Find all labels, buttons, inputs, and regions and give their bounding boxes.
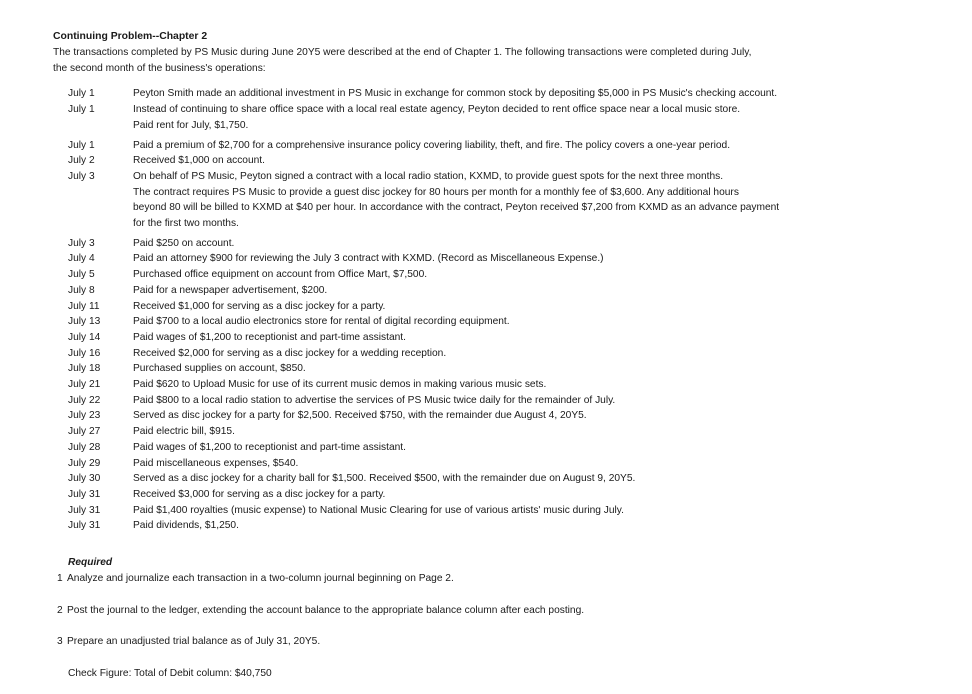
transaction-date: July 23 xyxy=(68,410,101,422)
transaction-description-line: Paid wages of $1,200 to receptionist and part-time assistant. xyxy=(133,441,406,453)
transaction-row xyxy=(53,346,953,362)
required-item-number: 2 xyxy=(57,604,63,616)
transaction-row xyxy=(53,518,953,534)
transaction-date: July 4 xyxy=(68,253,95,265)
transaction-description xyxy=(133,471,833,487)
transaction-date: July 21 xyxy=(68,379,101,391)
transaction-description-line: Served as a disc jockey for a charity ball for $1,500. Received $500, with the remainder due on August 9, 20Y5. xyxy=(133,473,636,485)
transaction-date: July 30 xyxy=(68,473,101,485)
transaction-date: July 18 xyxy=(68,363,101,375)
transaction-description-line: Paid miscellaneous expenses, $540. xyxy=(133,457,299,469)
problem-title: Continuing Problem--Chapter 2 xyxy=(53,31,208,42)
transaction-description-line: Paid $700 to a local audio electronics store for rental of digital recording equipment. xyxy=(133,316,510,328)
transaction-description xyxy=(133,503,833,519)
transaction-description-line: The contract requires PS Music to provide a guest disc jockey for 80 hours per month for a monthly fee of $3,600. Any additional hours xyxy=(133,186,739,198)
transaction-row xyxy=(53,503,953,519)
transaction-description-line: Received $1,000 on account. xyxy=(133,155,265,167)
transaction-date: July 27 xyxy=(68,426,101,438)
transaction-date: July 22 xyxy=(68,394,101,406)
required-item xyxy=(53,634,953,650)
transaction-description xyxy=(133,330,833,346)
transaction-description xyxy=(133,424,833,440)
transaction-description-line: beyond 80 will be billed to KXMD at $40 per hour. In accordance with the contract, Peyton received $7,200 from KXMD as an advance payment xyxy=(133,202,780,214)
transaction-row xyxy=(53,169,953,232)
transaction-description-line: Purchased office equipment on account from Office Mart, $7,500. xyxy=(133,269,428,281)
transaction-description xyxy=(133,299,833,315)
intro-line: the second month of the business's operations: xyxy=(53,62,266,74)
problem-intro xyxy=(53,45,953,76)
transaction-row xyxy=(53,299,953,315)
transaction-description xyxy=(133,346,833,362)
transaction-row xyxy=(53,471,953,487)
transaction-description xyxy=(133,267,833,283)
transaction-date: July 16 xyxy=(68,347,101,359)
transaction-date: July 2 xyxy=(68,155,95,167)
transaction-date: July 3 xyxy=(68,237,95,249)
transaction-description-line: Paid an attorney $900 for reviewing the July 3 contract with KXMD. (Record as Miscellaneous Expense.) xyxy=(133,253,604,265)
transaction-row xyxy=(53,440,953,456)
transaction-description-line: Paid dividends, $1,250. xyxy=(133,520,239,532)
transaction-description xyxy=(133,251,833,267)
required-heading: Required xyxy=(68,557,113,569)
transaction-row xyxy=(53,283,953,299)
transaction-description xyxy=(133,518,833,534)
transaction-description-line: Peyton Smith made an additional investment in PS Music in exchange for common stock by depositing $5,000 in PS Music's checking account. xyxy=(133,88,778,100)
transaction-description xyxy=(133,314,833,330)
transaction-description-line: Paid for a newspaper advertisement, $200. xyxy=(133,284,328,296)
transaction-description-line: Paid a premium of $2,700 for a comprehensive insurance policy covering liability, theft, and fire. The policy covers a one-year period. xyxy=(133,139,731,151)
transaction-description xyxy=(133,440,833,456)
transaction-date: July 28 xyxy=(68,441,101,453)
required-item-number: 3 xyxy=(57,636,63,648)
transaction-row xyxy=(53,456,953,472)
transaction-description-line: for the first two months. xyxy=(133,218,239,230)
transaction-date: July 1 xyxy=(68,139,95,151)
transaction-date: July 31 xyxy=(68,488,101,500)
transaction-row xyxy=(53,377,953,393)
required-item xyxy=(53,603,953,619)
transaction-description xyxy=(133,86,833,102)
transaction-description-line: Paid rent for July, $1,750. xyxy=(133,119,249,131)
transaction-description-line: Paid $250 on account. xyxy=(133,237,235,249)
transaction-description-line: Paid wages of $1,200 to receptionist and part-time assistant. xyxy=(133,331,406,343)
transaction-list xyxy=(53,86,953,534)
transaction-description-line: Purchased supplies on account, $850. xyxy=(133,363,306,375)
transaction-row xyxy=(53,153,953,169)
transaction-description xyxy=(133,102,833,133)
transaction-date: July 1 xyxy=(68,88,95,100)
transaction-row xyxy=(53,393,953,409)
transaction-description-line: Served as disc jockey for a party for $2,500. Received $750, with the remainder due August 4, 20Y5. xyxy=(133,410,587,422)
check-figure: Check Figure: Total of Debit column: $40,750 xyxy=(68,667,272,679)
transaction-row xyxy=(53,102,953,133)
transaction-row xyxy=(53,330,953,346)
transaction-date: July 31 xyxy=(68,520,101,532)
transaction-row xyxy=(53,138,953,154)
transaction-row xyxy=(53,251,953,267)
transaction-description xyxy=(133,487,833,503)
transaction-description xyxy=(133,138,833,154)
required-item xyxy=(53,571,953,587)
transaction-date: July 29 xyxy=(68,457,101,469)
transaction-description xyxy=(133,283,833,299)
transaction-description xyxy=(133,456,833,472)
transaction-date: July 13 xyxy=(68,316,101,328)
transaction-row xyxy=(53,424,953,440)
transaction-row xyxy=(53,236,953,252)
transaction-description xyxy=(133,393,833,409)
transaction-row xyxy=(53,86,953,102)
required-item-text: Prepare an unadjusted trial balance as of July 31, 20Y5. xyxy=(67,636,321,648)
transaction-description xyxy=(133,408,833,424)
transaction-description-line: Paid $620 to Upload Music for use of its current music demos in making various music sets. xyxy=(133,379,547,391)
transaction-description xyxy=(133,169,833,232)
required-item-text: Post the journal to the ledger, extending the account balance to the appropriate balance column after each posting. xyxy=(67,604,585,616)
transaction-description-line: Instead of continuing to share office space with a local real estate agency, Peyton decided to rent office space near a local music store. xyxy=(133,104,741,116)
transaction-description xyxy=(133,377,833,393)
transaction-date: July 1 xyxy=(68,104,95,116)
transaction-description xyxy=(133,236,833,252)
transaction-description xyxy=(133,361,833,377)
transaction-date: July 14 xyxy=(68,331,101,343)
transaction-description xyxy=(133,153,833,169)
transaction-date: July 3 xyxy=(68,170,95,182)
required-section xyxy=(53,555,953,682)
required-item-number: 1 xyxy=(57,572,63,584)
transaction-description-line: Received $2,000 for serving as a disc jockey for a wedding reception. xyxy=(133,347,447,359)
transaction-date: July 11 xyxy=(68,300,100,312)
intro-line: The transactions completed by PS Music during June 20Y5 were described at the end of Chapter 1. The following transactions were completed during July, xyxy=(53,47,752,58)
transaction-description-line: Received $1,000 for serving as a disc jockey for a party. xyxy=(133,300,386,312)
transaction-date: July 5 xyxy=(68,269,95,281)
transaction-row xyxy=(53,361,953,377)
transaction-description-line: Paid $800 to a local radio station to advertise the services of PS Music twice daily for the remainder of July. xyxy=(133,394,616,406)
transaction-date: July 31 xyxy=(68,504,101,516)
transaction-row xyxy=(53,267,953,283)
transaction-description-line: Received $3,000 for serving as a disc jockey for a party. xyxy=(133,488,386,500)
transaction-description-line: Paid electric bill, $915. xyxy=(133,426,235,438)
transaction-row xyxy=(53,487,953,503)
required-item-text: Analyze and journalize each transaction in a two-column journal beginning on Page 2. xyxy=(67,572,454,584)
transaction-row xyxy=(53,314,953,330)
problem-document xyxy=(53,26,953,682)
transaction-date: July 8 xyxy=(68,284,95,296)
transaction-row xyxy=(53,408,953,424)
transaction-description-line: On behalf of PS Music, Peyton signed a contract with a local radio station, KXMD, to provide guest spots for the next three months. xyxy=(133,170,724,182)
transaction-description-line: Paid $1,400 royalties (music expense) to National Music Clearing for use of various artists' music during July. xyxy=(133,504,624,516)
